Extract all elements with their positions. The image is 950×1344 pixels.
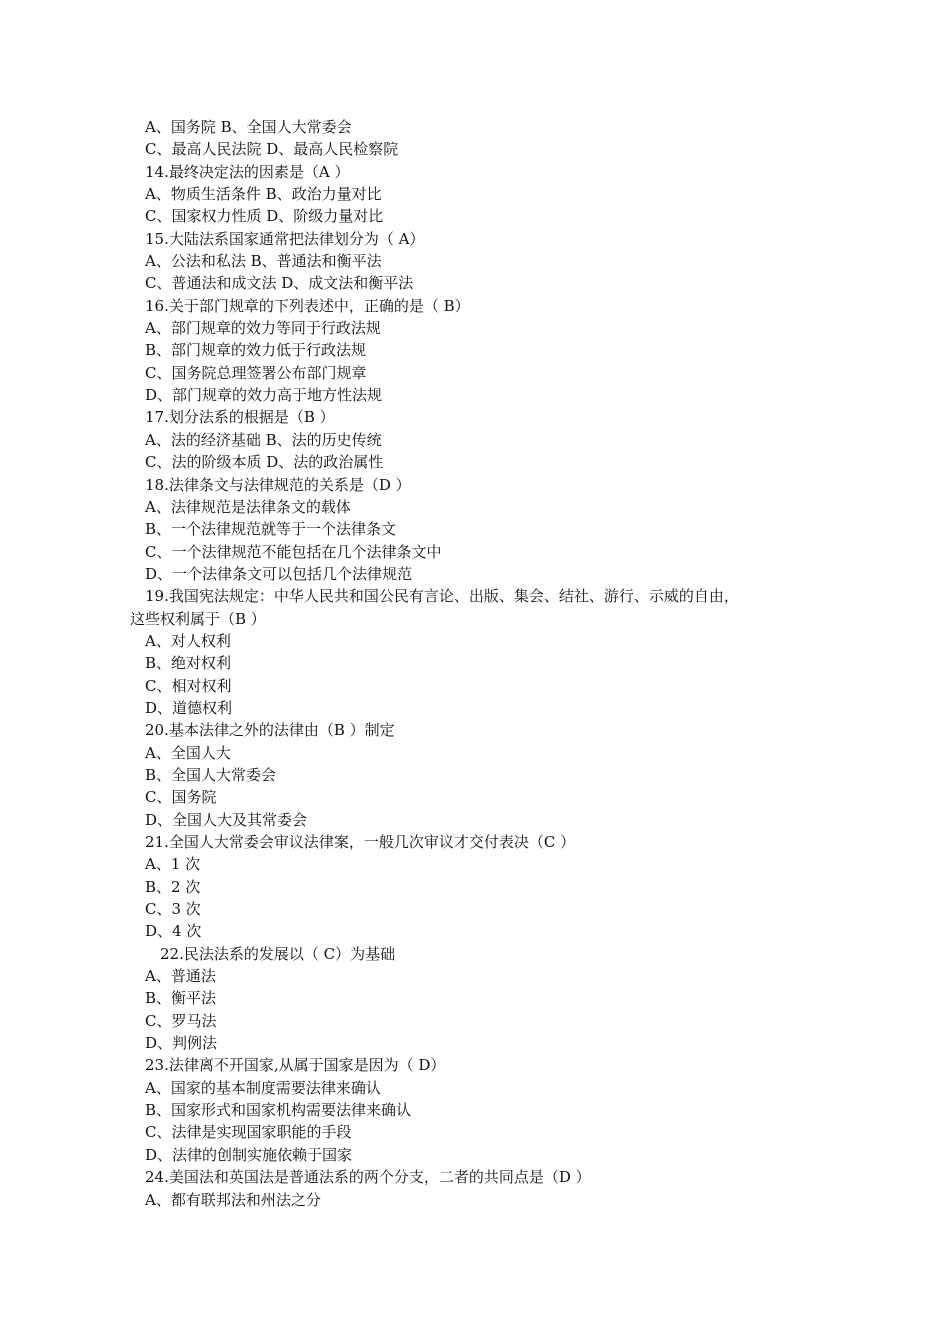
option-line: B、2 次 bbox=[145, 877, 201, 896]
question-line: 19.我国宪法规定：中华人民共和国公民有言论、出版、集会、结社、游行、示威的自由， bbox=[145, 587, 739, 606]
option-line: C、普通法和成文法 D、成文法和衡平法 bbox=[145, 274, 414, 293]
option-line: A、1 次 bbox=[145, 855, 201, 874]
question-line: 17.划分法系的根据是（B ） bbox=[145, 408, 335, 427]
question-line: 24.美国法和英国法是普通法系的两个分支，二者的共同点是（D ） bbox=[145, 1168, 591, 1187]
option-line: C、国务院 bbox=[145, 788, 217, 807]
option-line: A、都有联邦法和州法之分 bbox=[145, 1190, 321, 1209]
option-line: D、4 次 bbox=[145, 922, 202, 941]
option-line: C、国务院总理签署公布部门规章 bbox=[145, 363, 367, 382]
option-line: A、国家的基本制度需要法律来确认 bbox=[145, 1078, 381, 1097]
option-line: A、普通法 bbox=[145, 967, 216, 986]
option-line: C、罗马法 bbox=[145, 1011, 217, 1030]
option-line: A、物质生活条件 B、政治力量对比 bbox=[145, 185, 382, 204]
option-line: C、3 次 bbox=[145, 900, 201, 919]
option-line: C、相对权利 bbox=[145, 676, 232, 695]
option-line: D、部门规章的效力高于地方性法规 bbox=[145, 386, 383, 405]
option-line: C、一个法律规范不能包括在几个法律条文中 bbox=[145, 542, 442, 561]
option-line: C、最高人民法院 D、最高人民检察院 bbox=[145, 140, 399, 159]
option-line: A、对人权利 bbox=[145, 631, 231, 650]
question-line: 14.最终决定法的因素是（A ） bbox=[145, 162, 350, 181]
option-line: C、法的阶级本质 D、法的政治属性 bbox=[145, 453, 384, 472]
option-line: C、国家权力性质 D、阶级力量对比 bbox=[145, 207, 384, 226]
option-line: D、道德权利 bbox=[145, 698, 233, 717]
question-line: 18.法律条文与法律规范的关系是（D ） bbox=[145, 475, 411, 494]
option-line: A、法的经济基础 B、法的历史传统 bbox=[145, 430, 382, 449]
question-continuation-line: 这些权利属于（B ） bbox=[130, 609, 266, 628]
question-line: 16.关于部门规章的下列表述中，正确的是（ B） bbox=[145, 296, 470, 315]
question-line: 21.全国人大常委会审议法律案，一般几次审议才交付表决（C ） bbox=[145, 833, 576, 851]
option-line: A、法律规范是法律条文的载体 bbox=[145, 497, 351, 516]
option-line: A、全国人大 bbox=[145, 743, 231, 762]
option-line: D、法律的创制实施依赖于国家 bbox=[145, 1145, 353, 1164]
option-line: B、绝对权利 bbox=[145, 654, 232, 673]
option-line: D、全国人大及其常委会 bbox=[145, 810, 308, 829]
option-line: D、一个法律条文可以包括几个法律规范 bbox=[145, 564, 413, 583]
question-line: 23.法律离不开国家,从属于国家是因为（ D） bbox=[145, 1056, 446, 1075]
option-line: A、公法和私法 B、普通法和衡平法 bbox=[145, 252, 382, 271]
option-line: B、国家形式和国家机构需要法律来确认 bbox=[145, 1101, 412, 1120]
option-line: A、部门规章的效力等同于行政法规 bbox=[145, 319, 381, 338]
option-line: B、部门规章的效力低于行政法规 bbox=[145, 341, 367, 360]
option-line: B、衡平法 bbox=[145, 989, 217, 1008]
question-list bbox=[0, 116, 950, 1211]
question-line: 22.民法法系的发展以（ C）为基础 bbox=[160, 944, 396, 963]
question-line: 15.大陆法系国家通常把法律划分为（ A） bbox=[145, 229, 425, 248]
option-line: D、判例法 bbox=[145, 1034, 218, 1053]
option-line: A、国务院 B、全国人大常委会 bbox=[145, 118, 352, 136]
option-line: B、一个法律规范就等于一个法律条文 bbox=[145, 520, 397, 539]
option-line: C、法律是实现国家职能的手段 bbox=[145, 1123, 352, 1142]
question-line: 20.基本法律之外的法律由（B ）制定 bbox=[145, 721, 395, 740]
option-line: B、全国人大常委会 bbox=[145, 765, 277, 784]
